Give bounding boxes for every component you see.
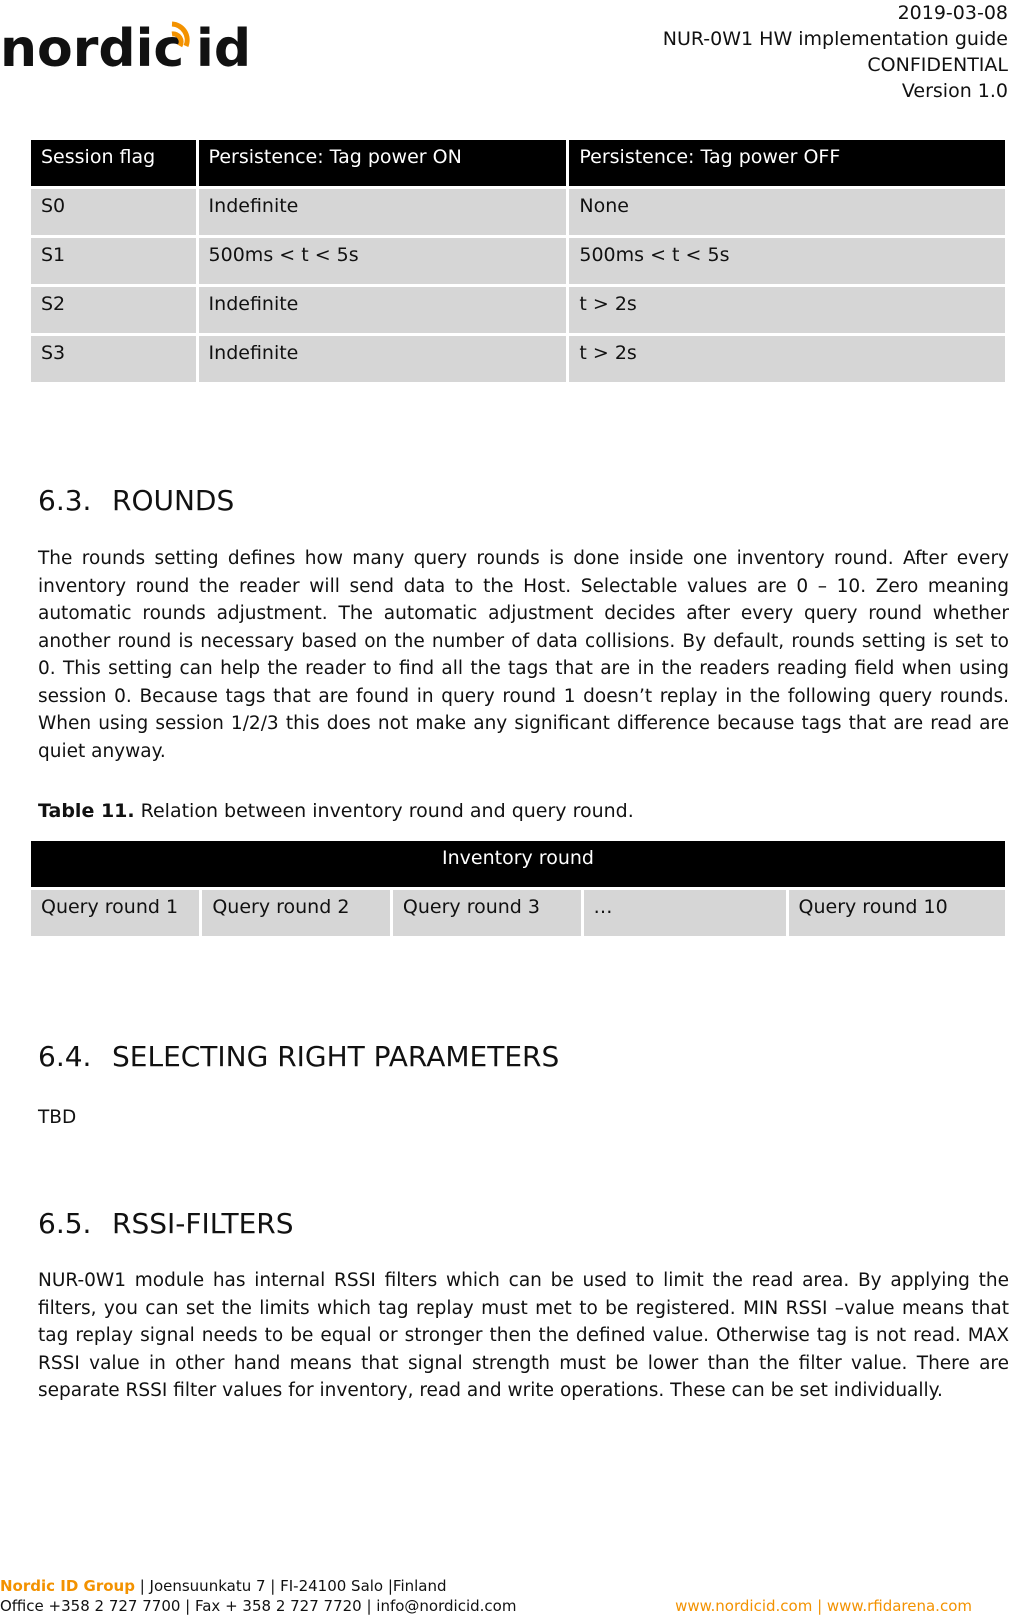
- table-row: [31, 189, 1005, 235]
- table-row: [31, 238, 1005, 284]
- table-cell: Query round 2: [202, 890, 390, 936]
- table-cell: S0: [31, 189, 196, 235]
- caption-text: Relation between inventory round and query round.: [134, 800, 634, 822]
- footer-links[interactable]: www.nordicid.com | www.rfidarena.com: [675, 1597, 972, 1615]
- table-cell: Indefinite: [199, 189, 567, 235]
- table-cell: Indefinite: [199, 287, 567, 333]
- table-cell: None: [569, 189, 1005, 235]
- table-cell: t > 2s: [569, 287, 1005, 333]
- section-number: 6.3.: [38, 484, 92, 517]
- table-cell: Query round 10: [789, 890, 1005, 936]
- table-header-cell: Persistence: Tag power OFF: [569, 140, 1005, 186]
- rssi-paragraph: NUR-0W1 module has internal RSSI filters which can be used to limit the read area. By applying the filters, you can set the limits which tag replay must met to be registered. MIN RSSI –value means that tag replay signal needs to be equal or stronger then the defined value. Otherwise tag is not read. MAX RSSI value in other hand means that signal strength must be lower than the filter value. There are separate RSSI filter values for inventory, read and write operations. These can be set individually.: [38, 1270, 1009, 1401]
- table-header-cell: Session flag: [31, 140, 196, 186]
- header-doc-title: NUR-0W1 HW implementation guide: [662, 28, 1008, 50]
- table-cell: Query round 3: [393, 890, 581, 936]
- svg-text:nordic: nordic: [0, 19, 185, 74]
- footer-brand: Nordic ID Group: [0, 1577, 135, 1595]
- section-heading-rounds: [38, 484, 234, 517]
- table-cell: …: [584, 890, 786, 936]
- svg-text:id: id: [196, 19, 252, 74]
- table-cell: t > 2s: [569, 336, 1005, 382]
- table-header-cell: Inventory round: [31, 841, 1005, 887]
- header-date: 2019-03-08: [897, 2, 1008, 24]
- document-header: [663, 0, 1008, 104]
- footer-address: | Joensuunkatu 7 | FI-24100 Salo |Finland: [134, 1577, 447, 1595]
- table-row: [31, 287, 1005, 333]
- table-cell: Query round 1: [31, 890, 199, 936]
- section-title: RSSI-FILTERS: [112, 1207, 294, 1240]
- section-title: ROUNDS: [112, 484, 235, 517]
- section-heading-parameters: [38, 1040, 559, 1073]
- section-number: 6.4.: [38, 1040, 92, 1073]
- section-title: SELECTING RIGHT PARAMETERS: [112, 1040, 560, 1073]
- header-version: Version 1.0: [901, 80, 1008, 102]
- footer-address-line: [0, 1576, 1010, 1596]
- parameters-paragraph: TBD: [38, 1107, 77, 1128]
- table-cell: S3: [31, 336, 196, 382]
- table-header-row: [31, 140, 1005, 186]
- page-footer: [0, 1576, 1010, 1616]
- footer-contact: Office +358 2 727 7700 | Fax + 358 2 727 7720 | info@nordicid.com: [0, 1597, 517, 1615]
- table-header-row: [31, 841, 1005, 887]
- rounds-paragraph: The rounds setting defines how many query rounds is done inside one inventory round. After every inventory round the reader will send data to the Host. Selectable values are 0 – 10. Zero meaning automatic rounds adjustment. The automatic adjustment decides after every query round whether another round is necessary based on the number of data collisions. By default, rounds setting is set to 0. This setting can help the reader to find all the tags that are in the readers reading field when using session 0. Because tags that are found in query round 1 doesn’t replay in the following query rounds. When using session 1/2/3 this does not make any significant difference because tags that are read are quiet anyway.: [38, 548, 1009, 762]
- table-cell: Indefinite: [199, 336, 567, 382]
- table-row: [31, 890, 1005, 936]
- section-number: 6.5.: [38, 1207, 92, 1240]
- header-classification: CONFIDENTIAL: [867, 54, 1008, 76]
- table-header-cell: Persistence: Tag power ON: [199, 140, 567, 186]
- section-heading-rssi: [38, 1207, 294, 1240]
- table-row: [31, 336, 1005, 382]
- table-caption: [38, 800, 634, 822]
- table-cell: 500ms < t < 5s: [199, 238, 567, 284]
- table-cell: S1: [31, 238, 196, 284]
- session-flag-table: [28, 137, 1008, 385]
- inventory-round-table: [28, 838, 1008, 939]
- table-cell: 500ms < t < 5s: [569, 238, 1005, 284]
- nordic-id-logo: [0, 10, 260, 74]
- caption-label: Table 11.: [38, 800, 135, 822]
- table-cell: S2: [31, 287, 196, 333]
